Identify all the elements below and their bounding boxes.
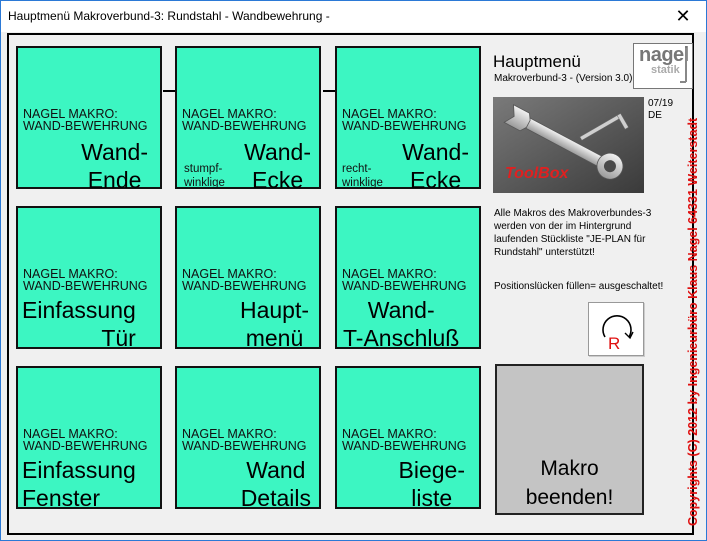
end-macro-button[interactable] xyxy=(495,364,644,515)
tile-header: NAGEL MAKRO: WAND-BEWEHRUNG xyxy=(23,427,148,453)
tile-header: NAGEL MAKRO: WAND-BEWEHRUNG xyxy=(23,267,148,293)
connector-line xyxy=(163,90,175,92)
tile-header: NAGEL MAKRO: WAND-BEWEHRUNG xyxy=(342,107,467,133)
tile-label: Wand- Ecke xyxy=(244,139,311,193)
info-text: Alle Makros des Makroverbundes-3 werden von der im Hintergrund laufenden Stückliste "JE-PLAN für Rundstahl" unterstützt! xyxy=(494,208,652,258)
tile-label: Wand- Ecke xyxy=(402,139,469,193)
close-icon[interactable]: ✕ xyxy=(675,6,691,26)
connector-line xyxy=(323,90,335,92)
tile-header: NAGEL MAKRO: WAND-BEWEHRUNG xyxy=(182,267,307,293)
tile-label: Einfassung Fenster xyxy=(22,457,136,511)
tile-header: NAGEL MAKRO: WAND-BEWEHRUNG xyxy=(23,107,148,133)
tile-wand-details[interactable] xyxy=(175,366,321,509)
version-date: 07/19 DE xyxy=(648,98,674,121)
tile-header: NAGEL MAKRO: WAND-BEWEHRUNG xyxy=(342,427,467,453)
tile-einfassung-fenster[interactable] xyxy=(16,366,162,509)
window-title: Hauptmenü Makroverbund-3: Rundstahl - Wandbewehrung - xyxy=(8,9,330,23)
tile-header: NAGEL MAKRO: WAND-BEWEHRUNG xyxy=(342,267,467,293)
tile-wand-ecke-recht[interactable] xyxy=(335,46,481,193)
logo-text-top: nagel xyxy=(639,44,689,66)
tile-label: Haupt- menü xyxy=(239,297,309,351)
tile-biegeliste[interactable] xyxy=(335,366,481,509)
logo-mark-icon xyxy=(634,44,692,88)
tile-label: Wand- Ende xyxy=(81,139,148,193)
tile-hauptmenue[interactable] xyxy=(175,206,321,349)
position-status-text: Positionslücken füllen= ausgeschaltet! xyxy=(494,281,664,292)
panel-subtitle: Makroverbund-3 - (Version 3.0) xyxy=(494,73,633,84)
refresh-button[interactable] xyxy=(588,302,644,356)
title-bar xyxy=(1,1,706,32)
tile-einfassung-tuer[interactable] xyxy=(16,206,162,349)
tile-wand-ecke-stumpf[interactable] xyxy=(175,46,321,193)
tile-note: recht- winklige xyxy=(342,163,383,189)
copyright-text: Copyrights (C) 2012 by Ingenieurbüro Klaus Nagel 64331 Weiterstadt xyxy=(686,117,700,526)
tile-label: Wand Details xyxy=(240,457,311,511)
tile-wand-t-anschluss[interactable] xyxy=(335,206,481,349)
refresh-letter: R xyxy=(608,334,621,353)
nagel-statik-logo xyxy=(633,43,693,89)
toolbox-image xyxy=(493,97,644,193)
tile-label: Wand- T-Anschluß xyxy=(343,297,460,351)
logo-text-bottom: statik xyxy=(651,64,680,76)
tile-label: Einfassung Tür xyxy=(22,297,136,351)
tile-note: stumpf- winklige xyxy=(184,163,225,189)
tile-label: Biege- liste xyxy=(398,457,465,511)
tile-header: NAGEL MAKRO: WAND-BEWEHRUNG xyxy=(182,107,307,133)
panel-title: Hauptmenü xyxy=(493,52,581,71)
tile-wand-ende[interactable] xyxy=(16,46,162,193)
toolbox-label: ToolBox xyxy=(505,165,569,182)
end-macro-label: Makro beenden! xyxy=(525,457,614,509)
tile-header: NAGEL MAKRO: WAND-BEWEHRUNG xyxy=(182,427,307,453)
